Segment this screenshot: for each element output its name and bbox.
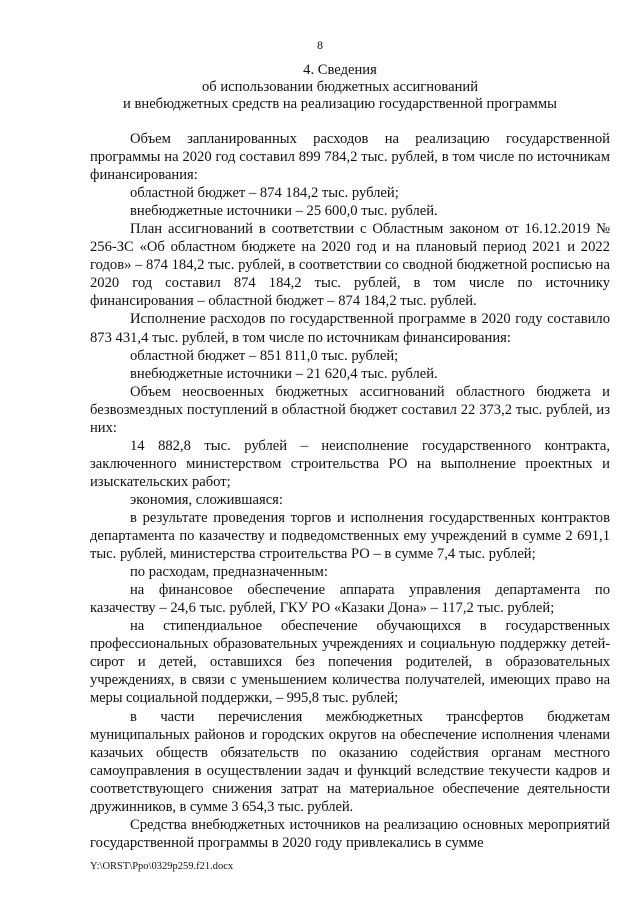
paragraph-extrabudgetary-planned: внебюджетные источники – 25 600,0 тыс. рублей. — [130, 203, 438, 220]
heading-line-2: об использовании бюджетных ассигнований — [202, 79, 478, 95]
paragraph-expenses-intended: по расходам, предназначенным: — [130, 564, 328, 581]
heading-line-1: 4. Сведения — [303, 62, 377, 78]
paragraph-scholarship-support: на стипендиальное обеспечение обучающихся в государственных профессиональных образовательных учреждениях и социальную поддержку детей-сирот и детей, оставшихся без попечения родителей, в образовательных учреждениях, в связи с уменьшением количества получателей, имеющих право на меры социальной поддержки, – 995,8 тыс. рублей; — [90, 618, 610, 707]
document-body — [90, 130, 610, 852]
paragraph-contract-nonexecution: 14 882,8 тыс. рублей – неисполнение государственного контракта, заключенного министерством строительства РО на выполнение проектных и изыскательских работ; — [90, 437, 610, 490]
paragraph-savings-tenders: в результате проведения торгов и исполнения государственных контрактов департамента по казачеству и подведомственных ему учреждений в сумме 2 691,1 тыс. рублей, министерства строительства РО – в сумме 7,4 тыс. рублей; — [90, 509, 610, 563]
paragraph-planned-expenses: Объем запланированных расходов на реализацию государственной программы на 2020 год составил 899 784,2 тыс. рублей, в том числе по источникам финансирования: — [90, 131, 610, 184]
section-heading — [40, 62, 640, 113]
footer-file-path: Y:\ORST\Ppo\0329p259.f21.docx — [90, 861, 234, 872]
paragraph-expense-execution: Исполнение расходов по государственной программе в 2020 году составило 873 431,4 тыс. рублей, в том числе по источникам финансирования: — [90, 311, 610, 346]
paragraph-apparatus-financing: на финансовое обеспечение аппарата управления департамента по казачеству – 24,6 тыс. рублей, ГКУ РО «Казаки Дона» – 117,2 тыс. рублей; — [90, 582, 610, 617]
paragraph-allocation-plan: План ассигнований в соответствии с Областным законом от 16.12.2019 № 256-ЗС «Об областном бюджете на 2020 год и на плановый период 2021 и 2022 годов» – 874 184,2 тыс. рублей, в соответствии со сводной бюджетной росписью на 2020 год составил 874 184,2 тыс. рублей, в том числе по источнику финансирования – областной бюджет – 874 184,2 тыс. рублей. — [90, 221, 610, 310]
paragraph-interbudget-transfers: в части перечисления межбюджетных трансфертов бюджетам муниципальных районов и городских округов на обеспечение исполнения членами казачьих обществ обязательств по оказанию содействия органам местного самоуправления в осуществлении задач и функций вследствие текучести кадров и соответствующего снижения затрат на материальное обеспечение деятельности дружинников, в сумме 3 654,3 тыс. рублей. — [90, 708, 610, 815]
paragraph-regional-budget-executed: областной бюджет – 851 811,0 тыс. рублей; — [130, 347, 399, 364]
paragraph-extrabudgetary-sources: Средства внебюджетных источников на реализацию основных мероприятий государственной программы в 2020 году привлекались в сумме — [90, 816, 610, 851]
heading-line-3: и внебюджетных средств на реализацию государственной программы — [123, 96, 557, 112]
paragraph-savings-intro: экономия, сложившаяся: — [130, 491, 283, 508]
page-number: 8 — [317, 38, 323, 52]
paragraph-unused-allocations: Объем неосвоенных бюджетных ассигнований областного бюджета и безвозмездных поступлений в областной бюджет составил 22 373,2 тыс. рублей, из них: — [90, 383, 610, 436]
paragraph-extrabudgetary-executed: внебюджетные источники – 21 620,4 тыс. рублей. — [130, 365, 438, 382]
paragraph-regional-budget-planned: областной бюджет – 874 184,2 тыс. рублей; — [130, 185, 399, 202]
